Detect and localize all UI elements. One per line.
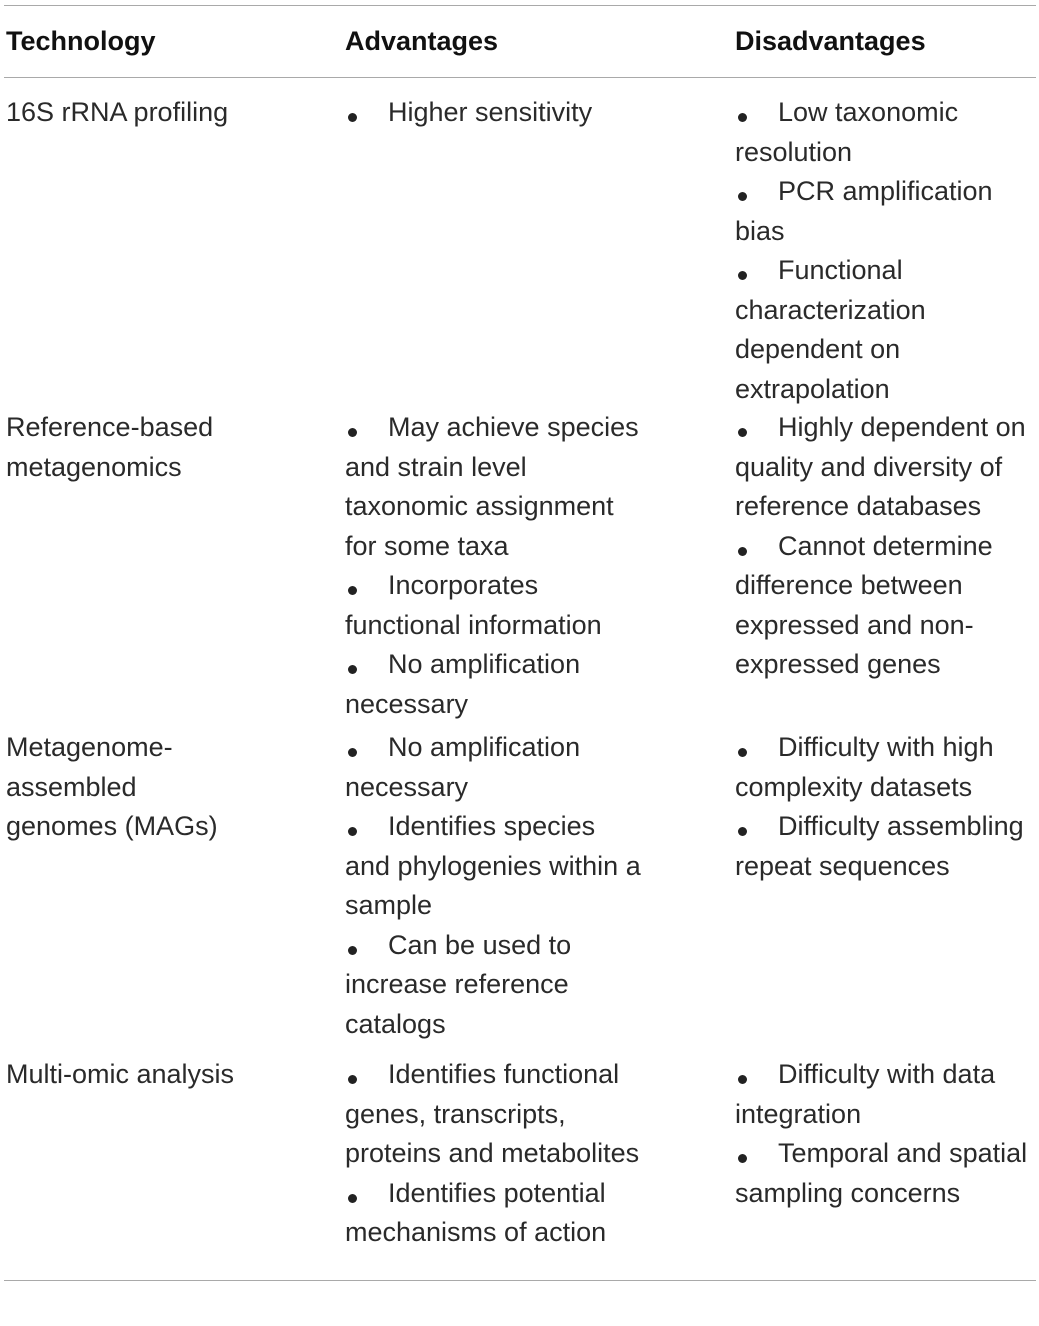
list-item: Highly dependent on quality and diversity of reference databases <box>735 412 1026 521</box>
advantages-cell <box>345 93 735 390</box>
table-row <box>4 390 1036 719</box>
list-item: Difficulty with data integration <box>735 1059 996 1129</box>
list-item: Identifies functional genes, transcripts, proteins and metabolites <box>345 1059 640 1168</box>
technology-cell: Reference-based metagenomics <box>6 412 214 482</box>
list-item: Incorporates functional information <box>345 570 602 640</box>
list-item: Low taxonomic resolution <box>735 97 959 167</box>
disadvantages-cell <box>735 728 1036 1038</box>
header-row <box>4 6 1036 77</box>
list-item: PCR amplification bias <box>735 176 993 246</box>
technology-cell: Multi-omic analysis <box>6 1059 235 1089</box>
table-row <box>4 78 1036 404</box>
list-item: May achieve species and strain level taxonomic assignment for some taxa <box>345 412 639 561</box>
list-item: Identifies potential mechanisms of action <box>345 1177 607 1247</box>
disadvantages-cell <box>735 408 1036 713</box>
disadvantages-cell <box>735 93 1036 404</box>
advantages-cell <box>345 408 735 719</box>
header-technology: Technology <box>6 26 156 56</box>
list-item: No amplification necessary <box>345 732 581 802</box>
header-advantages: Advantages <box>345 26 499 56</box>
advantages-cell <box>345 728 735 1038</box>
list-item: Identifies species and phylogenies within a sample <box>345 811 641 920</box>
list-item: Functional characterization dependent on extrapolation <box>735 255 926 404</box>
list-item: Temporal and spatial sampling concerns <box>735 1138 1028 1208</box>
header-disadvantages: Disadvantages <box>735 26 926 56</box>
list-item: Higher sensitivity <box>388 97 593 127</box>
list-item: No amplification necessary <box>345 649 581 719</box>
advantages-cell <box>345 1055 735 1280</box>
comparison-table <box>4 5 1036 1281</box>
list-item: Difficulty with high complexity datasets <box>735 732 994 802</box>
table-row <box>4 713 1036 1038</box>
technology-cell: Metagenome-assembled genomes (MAGs) <box>6 732 218 841</box>
disadvantages-cell <box>735 1055 1036 1280</box>
table-row <box>4 1038 1036 1280</box>
bottom-rule <box>4 1280 1036 1281</box>
list-item: Cannot determine difference between expressed and non-expressed genes <box>735 530 993 679</box>
list-item: Can be used to increase reference catalogs <box>345 929 572 1039</box>
list-item: Difficulty assembling repeat sequences <box>735 811 1024 881</box>
technology-cell: 16S rRNA profiling <box>6 97 229 127</box>
